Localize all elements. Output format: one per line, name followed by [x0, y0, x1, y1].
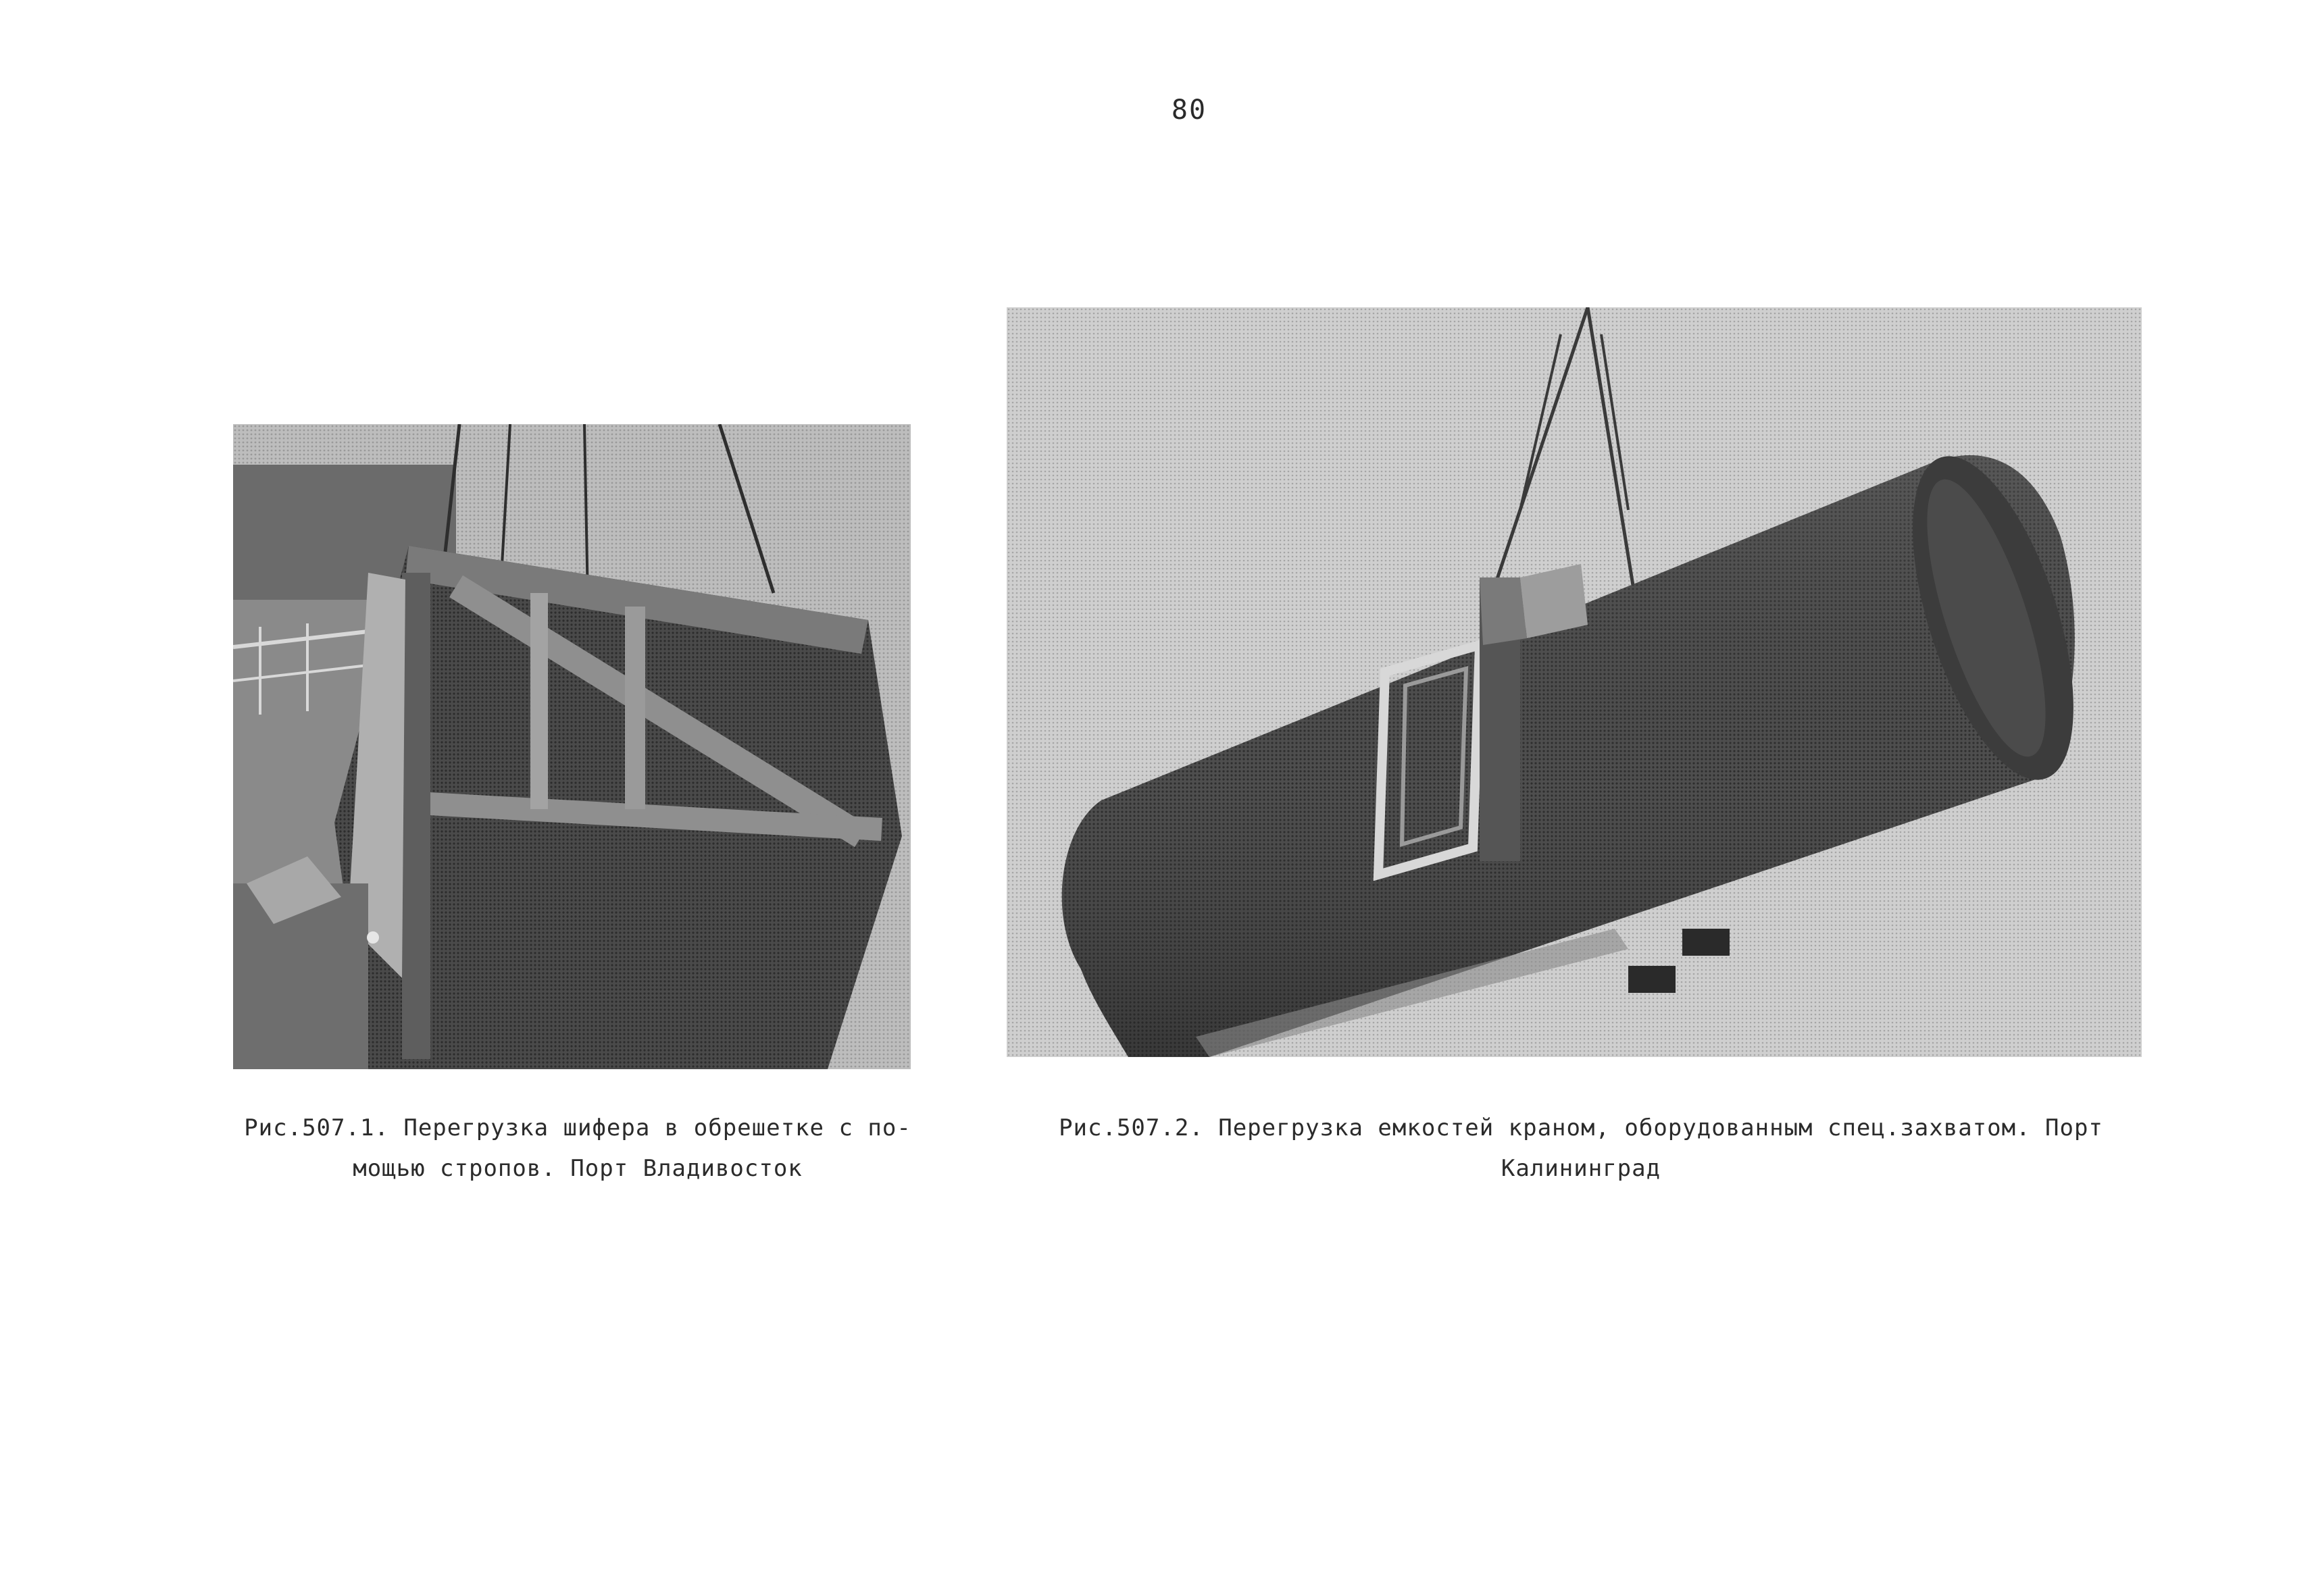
cylindrical-tank-lifted-by-crane-photo: [1007, 307, 2142, 1057]
tank-photo: [1007, 307, 2142, 1057]
figure-2-caption: [1054, 1108, 2108, 1189]
figure-2-caption-line-2: Калининград: [1501, 1155, 1661, 1182]
figure-1-caption-line-1: Рис.507.1. Перегрузка шифера в обрешетке с по-: [244, 1114, 911, 1141]
figure-1-caption-line-2: мощью стропов. Порт Владивосток: [353, 1155, 803, 1182]
crate-lifted-by-slings-photo: [233, 424, 911, 1069]
figure-1-caption: [233, 1108, 922, 1189]
crate-photo: [233, 424, 911, 1069]
figure-2-caption-line-1: Рис.507.2. Перегрузка емкостей краном, оборудованным спец.захватом. Порт: [1059, 1114, 2103, 1141]
page-number: 80: [1171, 95, 1207, 126]
